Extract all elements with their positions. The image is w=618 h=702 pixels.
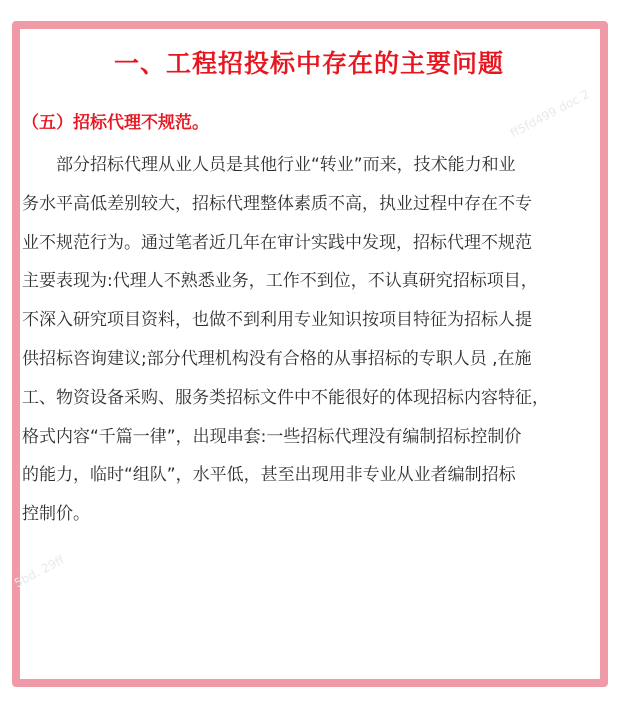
paragraph-line: 部分招标代理从业人员是其他行业“转业”而来，技术能力和业: [56, 155, 516, 175]
paragraph-line: 的能力，临时“组队”，水平低，甚至出现用非专业从业者编制招标: [22, 465, 516, 486]
page-title: 一、工程招投标中存在的主要问题: [113, 49, 504, 78]
paragraph-line: 供招标咨询建议;部分代理机构没有合格的从事招标的专职人员 ,在施: [22, 348, 532, 369]
paragraph-line: 主要表现为:代理人不熟悉业务，工作不到位，不认真研究招标项目，: [22, 271, 538, 292]
paragraph-line: 不深入研究项目资料，也做不到利用专业知识按项目特征为招标人提: [22, 310, 532, 331]
paragraph-line: 业不规范行为。通过笔者近几年在审计实践中发现，招标代理不规范: [22, 232, 532, 253]
watermark: ff5fd499 doc 2: [508, 86, 592, 141]
section-heading: （五）招标代理不规范。: [22, 113, 209, 133]
paragraph-line: 控制价。: [22, 504, 90, 525]
paragraph-line: 务水平高低差别较大，招标代理整体素质不高，执业过程中存在不专: [22, 193, 532, 214]
watermark: 5bd. 29ff: [12, 552, 67, 591]
paragraph-line: 工、物资设备采购、服务类招标文件中不能很好的体现招标内容特征，: [22, 387, 549, 408]
body-paragraph: [22, 146, 570, 534]
paragraph-line: 格式内容“千篇一律”，出现串套:一些招标代理没有编制招标控制价: [22, 426, 522, 447]
